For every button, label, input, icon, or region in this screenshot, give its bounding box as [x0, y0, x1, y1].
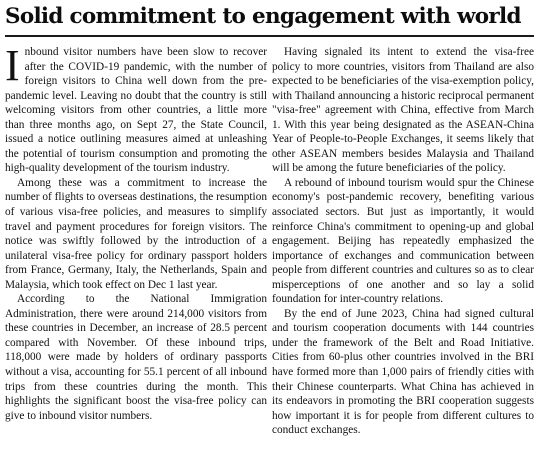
paragraph-4: Having signaled its intent to extend the visa-free policy to more countries, visitors from Thailand are also expected to be beneficiaries of the visa-exemption policy, with Thailand announcing a historic reciprocal permanent "visa-free" agreement with China, effective from March 1. With this year being designated as the ASEAN-China Year of People-to-People Exchanges, it seems likely that other ASEAN members besides Malaysia and Thailand will be among the future beneficiaries of the policy.	[272, 46, 534, 175]
paragraph-2: Among these was a commitment to increase the number of flights to overseas destinations, the resumption of various visa-free policies, and measures to simplify travel and payment procedures for foreign visitors. The notice was swiftly followed by the introduction of a unilateral visa-free policy for ordinary passport holders from France, Germany, Italy, the Netherlands, Spain and Malaysia, which took effect on Dec 1 last year.	[5, 176, 267, 291]
left-column	[5, 41, 267, 438]
paragraph-3: According to the National Immigration Administration, there were around 214,000 visitors from these countries in December, an increase of 28.5 percent compared with November. Of these inbound trips, 118,000 were made by holders of ordinary passports without a visa, accounting for 55.1 percent of all inbound trips from these countries during the month. This highlights the significant boost the visa-free policy can give to inbound visitor numbers.	[5, 293, 267, 422]
paragraph-1-text: nbound visitor numbers have been slow to recover after the COVID-19 pandemic, with the number of foreign visitors to China well down from the pre-pandemic level. Leaving no doubt that the country is still welcoming visitors from other countries, a little more than three months ago, on Sept 27, the State Council, issued a notice outlining measures aimed at unleashing the potential of tourism consumption and promoting the high-quality development of the tourism industry.	[5, 46, 267, 175]
right-column	[272, 45, 534, 438]
paragraph-5: A rebound of inbound tourism would spur the Chinese economy's post-pandemic recovery, benefiting various associated sectors. But just as importantly, it would reinforce China's commitment to opening-up and global engagement. Beijing has repeatedly emphasized the importance of exchanges and communication between people from different countries and cultures so as to clear misperceptions of one another and so lay a solid foundation for inter-country relations.	[272, 176, 534, 306]
drop-cap: I	[5, 41, 20, 90]
paragraph-1	[5, 41, 267, 176]
paragraph-6: By the end of June 2023, China had signed cultural and tourism cooperation documents with 144 countries under the framework of the Belt and Road Initiative. Cities from 60-plus other countries involved in the BRI have formed more than 1,000 pairs of friendly cities with their Chinese counterparts. What China has achieved in its endeavors in promoting the BRI cooperation suggests how important it is for people from different cultures to conduct exchanges.	[272, 307, 534, 437]
headline-rule	[5, 35, 534, 37]
headline: Solid commitment to engagement with world	[5, 4, 521, 29]
article-body	[5, 41, 534, 438]
